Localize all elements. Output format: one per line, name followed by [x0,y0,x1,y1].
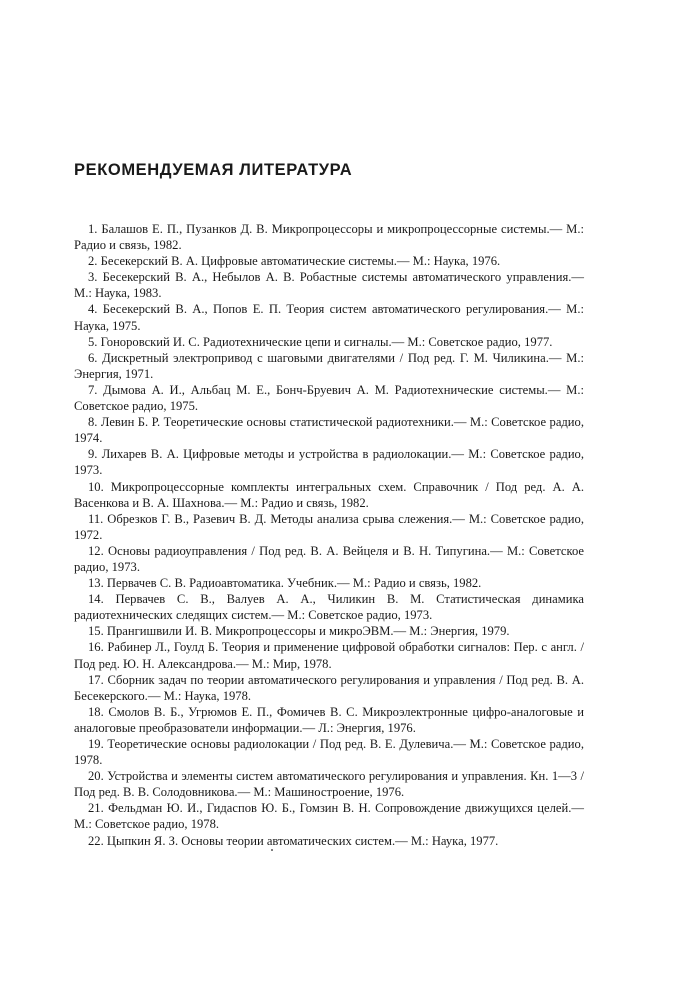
reference-item: 17. Сборник задач по теории автоматического регулирования и управления / Под ред. В. А. Бесекерского.— М.: Наука, 1978. [74,672,584,703]
reference-item: 4. Бесекерский В. А., Попов Е. П. Теория систем автоматического регулирования.— М.: Наука, 1975. [74,302,584,333]
reference-item: 5. Гоноровский И. С. Радиотехнические цепи и сигналы.— М.: Советское радио, 1977. [88,334,553,349]
reference-item: 6. Дискретный электропривод с шаговыми двигателями / Под ред. Г. М. Чиликина.— М.: Энергия, 1971. [74,350,584,381]
reference-item: 2. Бесекерский В. А. Цифровые автоматические системы.— М.: Наука, 1976. [88,254,501,269]
reference-list [74,221,584,849]
reference-item: 13. Первачев С. В. Радиоавтоматика. Учебник.— М.: Радио и связь, 1982. [88,576,482,591]
reference-item: 16. Рабинер Л., Гоулд Б. Теория и применение цифровой обработки сигналов: Пер. с англ. / Под ред. Ю. Н. Александрова.— М.: Мир, 1978. [74,640,584,671]
reference-item: 8. Левин Б. Р. Теоретические основы статистической радиотехники.— М.: Советское радио, 1974. [74,415,584,446]
reference-item: 11. Обрезков Г. В., Разевич В. Д. Методы анализа срыва слежения.— М.: Советское радио, 1972. [74,511,584,542]
reference-item: 7. Дымова А. И., Альбац М. Е., Бонч-Бруевич А. М. Радиотехнические системы.— М.: Советское радио, 1975. [74,382,584,414]
reference-item: 1. Балашов Е. П., Пузанков Д. В. Микропроцессоры и микропроцессорные системы.— М.: Радио и связь, 1982. [74,222,584,253]
reference-item: 3. Бесекерский В. А., Небылов А. В. Робастные системы автоматического управления.— М.: Наука, 1983. [74,270,584,301]
print-speck [271,849,273,851]
reference-item: 10. Микропроцессорные комплекты интегральных схем. Справочник / Под ред. А. А. Васенкова и В. А. Шахнова.— М.: Радио и связь, 1982. [74,479,584,510]
reference-item: 9. Лихарев В. А. Цифровые методы и устройства в радиолокации.— М.: Советское радио, 1973. [74,447,584,478]
reference-item: 22. Цыпкин Я. З. Основы теории автоматических систем.— М.: Наука, 1977. [88,833,499,848]
reference-item: 14. Первачев С. В., Валуев А. А., Чиликин В. М. Статистическая динамика радиотехнических следящих систем.— М.: Советское радио, 1973. [74,592,584,623]
page-title: РЕКОМЕНДУЕМАЯ ЛИТЕРАТУРА [74,161,353,179]
reference-item: 19. Теоретические основы радиолокации / Под ред. В. Е. Дулевича.— М.: Советское радио, 1978. [74,737,584,768]
reference-item: 18. Смолов В. Б., Угрюмов Е. П., Фомичев В. С. Микроэлектронные цифро-аналоговые и аналоговые преобразователи информации.— Л.: Энергия, 1976. [74,704,584,735]
reference-item: 15. Прангишвили И. В. Микропроцессоры и микроЭВМ.— М.: Энергия, 1979. [88,624,510,639]
reference-item: 12. Основы радиоуправления / Под ред. В. А. Вейцеля и В. Н. Типугина.— М.: Советское радио, 1973. [74,543,584,574]
reference-item: 21. Фельдман Ю. И., Гидаспов Ю. Б., Гомзин В. Н. Сопровождение движущихся целей.— М.: Советское радио, 1978. [74,801,584,832]
reference-item: 20. Устройства и элементы систем автоматического регулирования и управления. Кн. 1—3 / Под ред. В. В. Солодовникова.— М.: Машиностроение, 1976. [74,769,584,800]
